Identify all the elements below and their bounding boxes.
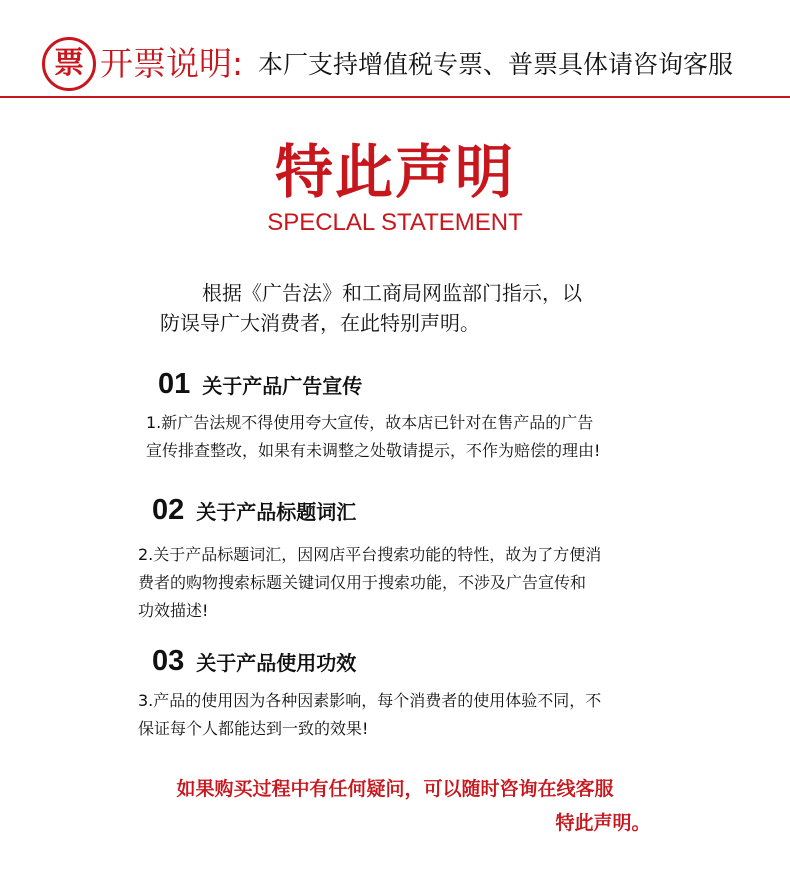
section-line: 3.产品的使用因为各种因素影响，每个消费者的使用体验不同，不 bbox=[138, 691, 602, 710]
section-heading-efficacy bbox=[152, 645, 356, 678]
section-title: 关于产品标题词汇 bbox=[196, 500, 357, 524]
invoice-stamp-icon: 票 bbox=[42, 37, 96, 91]
section-line: 功效描述! bbox=[138, 601, 209, 620]
section-body-efficacy bbox=[138, 687, 601, 743]
header-divider bbox=[0, 96, 790, 98]
section-body-title-words bbox=[138, 541, 601, 625]
footer-note: 如果购买过程中有任何疑问，可以随时咨询在线客服 bbox=[176, 778, 614, 800]
statement-subtitle: SPECLAL STATEMENT bbox=[267, 209, 523, 236]
section-line: 2.关于产品标题词汇，因网店平台搜索功能的特性，故为了方便消 bbox=[138, 545, 602, 564]
intro-line: 防误导广大消费者，在此特别声明。 bbox=[160, 311, 480, 335]
section-number: 01 bbox=[158, 368, 191, 400]
section-heading-ad bbox=[158, 368, 362, 401]
section-title: 关于产品使用功效 bbox=[196, 651, 357, 675]
section-body-ad bbox=[146, 409, 600, 465]
section-line: 保证每个人都能达到一致的效果! bbox=[138, 719, 369, 738]
section-line: 费者的购物搜索标题关键词仅用于搜索功能，不涉及广告宣传和 bbox=[138, 573, 587, 592]
section-line: 1.新广告法规不得使用夸大宣传，故本店已针对在售产品的广告 bbox=[146, 413, 594, 432]
footer-statement: 特此声明。 bbox=[555, 812, 651, 834]
invoice-note: 本厂支持增值税专票、普票具体请咨询客服 bbox=[258, 50, 734, 79]
statement-intro bbox=[160, 278, 630, 338]
section-title: 关于产品广告宣传 bbox=[202, 374, 363, 398]
invoice-header bbox=[0, 0, 790, 98]
section-heading-title-words bbox=[152, 494, 356, 527]
section-line: 宣传排查整改，如果有未调整之处敬请提示，不作为赔偿的理由! bbox=[146, 441, 601, 460]
invoice-title: 开票说明: bbox=[100, 44, 244, 83]
section-number: 02 bbox=[152, 494, 185, 526]
section-number: 03 bbox=[152, 645, 185, 677]
intro-line: 根据《广告法》和工商局网监部门指示，以 bbox=[202, 281, 582, 305]
statement-title: 特此声明 bbox=[274, 138, 515, 206]
